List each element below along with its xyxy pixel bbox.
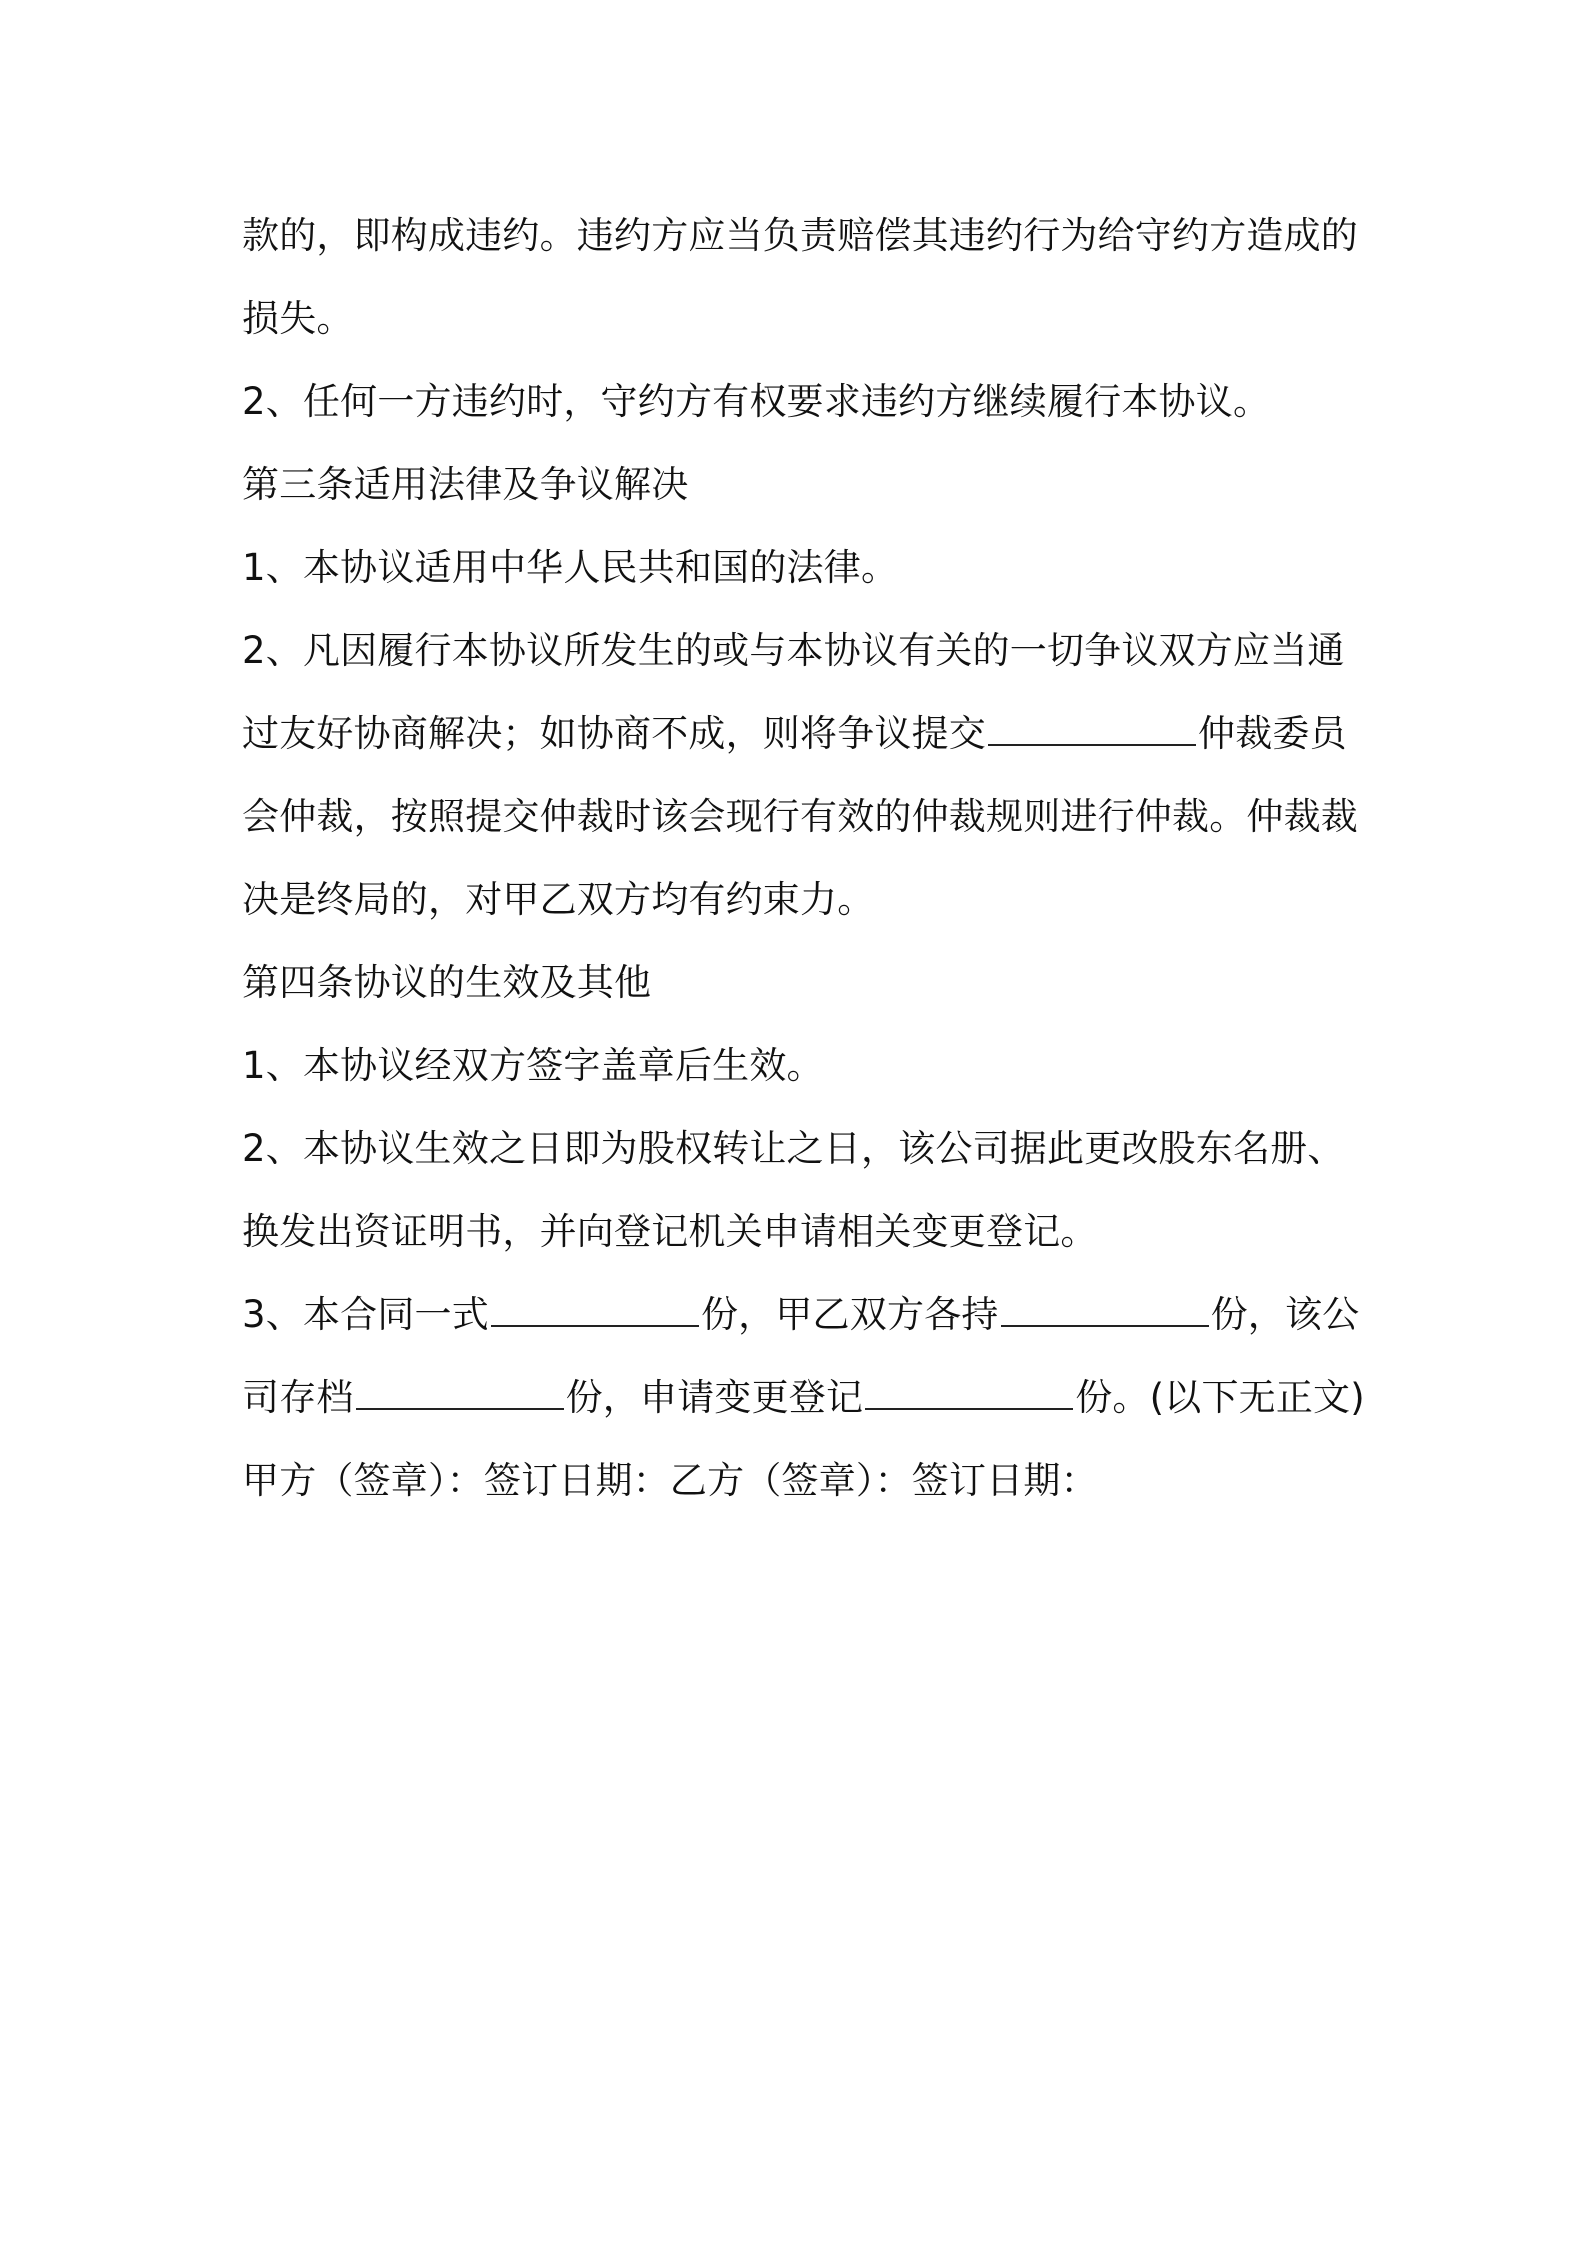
- text-segment: 份，该公: [1210, 1293, 1360, 1336]
- article-3-item-2-line-4: 决是终局的，对甲乙双方均有约束力。: [242, 878, 875, 921]
- breach-item-2: 2、任何一方违约时，守约方有权要求违约方继续履行本协议。: [242, 380, 1271, 423]
- article-3-item-1: 1、本协议适用中华人民共和国的法律。: [242, 546, 899, 589]
- text-segment: 过友好协商解决；如协商不成，则将争议提交: [242, 712, 986, 755]
- arbitration-blank: [988, 718, 1196, 746]
- copies-each-blank: [1001, 1299, 1209, 1327]
- breach-paragraph-line-2: 损失。: [242, 297, 354, 340]
- text-segment: 份，甲乙双方各持: [700, 1293, 999, 1336]
- article-4-heading: 第四条协议的生效及其他: [242, 961, 652, 1004]
- signature-line: 甲方（签章）：签订日期：乙方（签章）：签订日期：: [242, 1459, 1098, 1502]
- article-3-heading: 第三条适用法律及争议解决: [242, 463, 689, 506]
- copies-total-blank: [491, 1299, 699, 1327]
- article-4-item-1: 1、本协议经双方签字盖章后生效。: [242, 1044, 824, 1087]
- article-3-item-2-line-2: [242, 692, 1362, 775]
- text-line: 款的，即构成违约。违约方应当负责赔偿其违约行为给守约方造成的: [242, 214, 1358, 257]
- text-segment: 份。(以下无正文): [1075, 1376, 1365, 1419]
- article-4-item-3-line-2: [242, 1356, 1365, 1439]
- article-4-item-2-line-1: 2、本协议生效之日即为股权转让之日，该公司据此更改股东名册、: [242, 1127, 1345, 1170]
- article-3-item-2-line-1: 2、凡因履行本协议所发生的或与本协议有关的一切争议双方应当通: [242, 629, 1345, 672]
- text-segment: 司存档: [242, 1376, 354, 1419]
- text-segment: 份，申请变更登记: [565, 1376, 864, 1419]
- company-archive-blank: [356, 1382, 564, 1410]
- article-3-item-2-line-3: 会仲裁，按照提交仲裁时该会现行有效的仲裁规则进行仲裁。仲裁裁: [242, 795, 1358, 838]
- registration-copies-blank: [865, 1382, 1073, 1410]
- article-4-item-2-line-2: 换发出资证明书，并向登记机关申请相关变更登记。: [242, 1210, 1098, 1253]
- document-body: [242, 194, 1365, 1522]
- breach-paragraph-line-1: [242, 194, 1362, 277]
- text-segment: 仲裁委员: [1198, 712, 1347, 755]
- article-4-item-3-line-1: [242, 1273, 1362, 1356]
- text-segment: 3、本合同一式: [242, 1293, 489, 1336]
